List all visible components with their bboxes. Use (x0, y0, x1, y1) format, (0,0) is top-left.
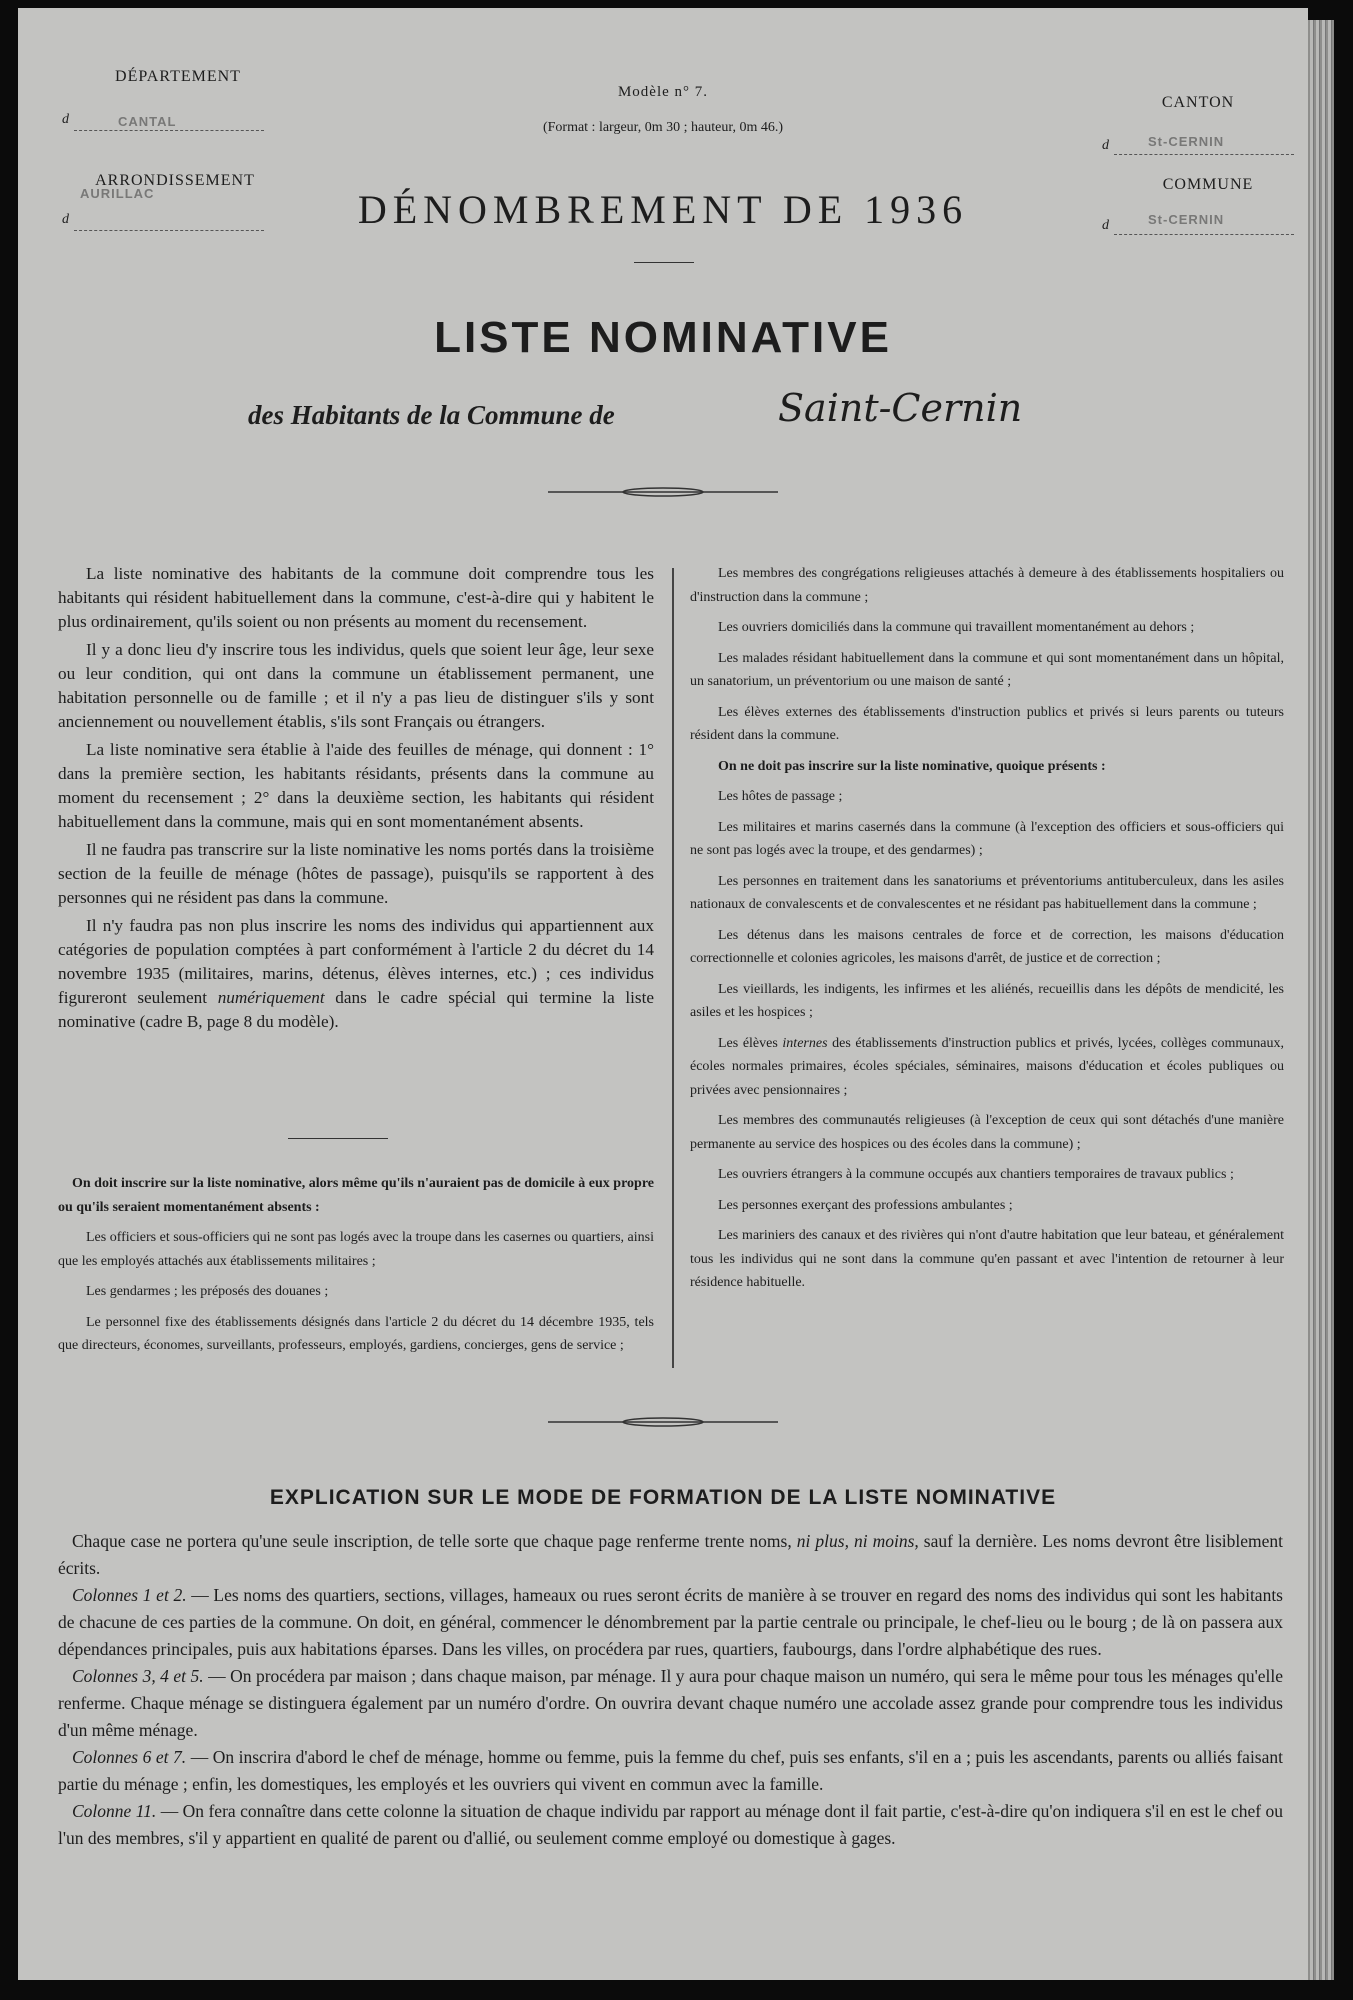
not-item-4: Les détenus dans les maisons centrales de force et de correction, les maisons d'éducation correctionnelle et colonies agricoles, les maisons d'arrêt, de justice et de correction ; (690, 927, 1284, 966)
col12-text: — Les noms des quartiers, sections, villages, hameaux ou rues seront écrits de manière à se trouver en regard des noms des individus qui sont les habitants de chacune de ces parties de la commune. On doit, en général, commencer le dénombrement par la partie centrale ou principale, le chef-lieu ou le bourg ; de là on passera aux dépendances principales, puis aux habitations éparses. Dans les villes, on procédera par rues, quartiers, faubourgs, dans l'ordre alphabétique des rues. (58, 1585, 1283, 1659)
col11-label: Colonne 11. (72, 1801, 157, 1821)
inscrire-item-3: Le personnel fixe des établissements désignés dans l'article 2 du décret du 14 décembre 1935, tels que directeurs, économes, surveillants, professeurs, employés, gardiens, concierges, gens de service ; (58, 1314, 654, 1353)
ornament-rule-bottom (548, 1416, 778, 1428)
not-item-2: Les militaires et marins casernés dans la commune (à l'exception des officiers et sous-officiers qui ne sont pas logés avec la troupe, et des gendarmes) ; (690, 819, 1284, 858)
col67-text: — On inscrira d'abord le chef de ménage, homme ou femme, puis la femme du chef, puis ses enfants, s'il en a ; puis les ascendants, parents ou alliés faisant partie du ménage ; enfin, les domestiques, les employés et les ouvriers qui vivent en commun avec la famille. (58, 1747, 1283, 1794)
commune-line-label: des Habitants de la Commune de (248, 400, 615, 430)
right-item-3: Les malades résidant habituellement dans la commune et qui sont momentanément dans un hôpital, un sanatorium, un préventorium ou une maison de santé ; (690, 650, 1284, 689)
column-divider (672, 568, 674, 1368)
left-column-rule (288, 1138, 388, 1139)
canton-stamp: St-CERNIN (1148, 134, 1225, 149)
explication-body (58, 1528, 1283, 1852)
departement-label: DÉPARTEMENT (115, 68, 241, 85)
commune-d: d (1102, 218, 1109, 233)
explication-p1-em: ni plus, ni moins, (796, 1531, 919, 1551)
canton-label: CANTON (1161, 94, 1235, 111)
arrondissement-d: d (62, 212, 69, 227)
right-column (690, 562, 1284, 1302)
arrondissement-stamp: AURILLAC (80, 186, 155, 201)
explication-col12 (58, 1582, 1283, 1663)
explication-col345 (58, 1663, 1283, 1744)
page-title: DÉNOMBREMENT DE 1936 (357, 187, 969, 232)
left-paragraph-5-a: Il n'y faudra pas non plus inscrire les noms des individus qui appartiennent aux catégories de population comptées à part conformément à l'article 2 du décret du 14 novembre 1935 (militaires, marins, détenus, élèves internes, etc.) ; ces individus figureront seulement (58, 916, 654, 1007)
not-item-10: Les mariniers des canaux et des rivières qui n'ont d'autre habitation que leur bateau, et généralement tous les individus qui ne sont dans la commune qu'en passant et avec l'intention de retourner à leur résidence habituelle. (690, 1228, 1284, 1290)
col11-text: — On fera connaître dans cette colonne la situation de chaque individu par rapport au ménage dont il fait partie, c'est-à-dire qu'on indiquera s'il en est le chef ou l'un des membres, s'il y appartient en qualité de parent ou d'allié, ou seulement comme employé ou domestique à gages. (58, 1801, 1283, 1848)
col345-text: — On procédera par maison ; dans chaque maison, par ménage. Il y aura pour chaque maison un numéro, qui sera le même pour tous les ménages qu'elle renferme. Chaque ménage se distinguera également par un numéro d'ordre. On ouvrira devant chaque numéro une accolade assez grande pour comprendre tous les individus d'un même ménage. (58, 1666, 1283, 1740)
page-edge (1308, 20, 1334, 1980)
eleves-b: des établissements d'instruction publics et privés, lycées, collèges communaux, écoles normales primaires, écoles spéciales, séminaires, maisons d'éducation et écoles publiques ou privées avec pensionnaires ; (690, 1035, 1285, 1098)
col345-label: Colonnes 3, 4 et 5. (72, 1666, 204, 1686)
not-item-8: Les ouvriers étrangers à la commune occupés aux chantiers temporaires de travaux publics ; (718, 1167, 1234, 1182)
not-item-3: Les personnes en traitement dans les sanatoriums et préventoriums antituberculeux, dans les asiles nationaux de convalescents et de convalescentes et ne résidant pas habituellement dans la commune ; (690, 873, 1284, 912)
title-rule (634, 262, 694, 263)
ornament-rule-top (548, 486, 778, 498)
format-note: (Format : largeur, 0m 30 ; hauteur, 0m 46.) (542, 120, 784, 135)
inscrire-item-2: Les gendarmes ; les préposés des douanes ; (86, 1284, 329, 1299)
left-paragraph-3: La liste nominative sera établie à l'aide des feuilles de ménage, qui donnent : 1° dans la première section, les habitants résidants, présents dans la commune au moment du recensement ; 2° dans la deuxième section, les habitants qui résident habituellement dans la commune, mais qui en sont momentanément absents. (58, 740, 654, 831)
left-paragraph-5-em: numériquement (217, 988, 325, 1007)
left-paragraph-5-b: dans le cadre spécial qui termine la liste nominative (cadre B, page 8 du modèle). (58, 988, 655, 1031)
left-paragraph-1: La liste nominative des habitants de la commune doit comprendre tous les habitants qui résident habituellement dans la commune, c'est-à-dire qui y habitent le plus ordinairement, qu'ils soient ou non présents au moment du recensement. (58, 564, 654, 631)
census-form-page (18, 8, 1308, 1980)
right-item-2: Les ouvriers domiciliés dans la commune qui travaillent momentanément au dehors ; (718, 620, 1195, 635)
left-paragraph-4: Il ne faudra pas transcrire sur la liste nominative les noms portés dans la troisième section de la feuille de ménage (hôtes de passage), puisqu'ils se rapportent à des personnes qui ne résident pas dans la commune. (58, 840, 654, 907)
explication-title: EXPLICATION SUR LE MODE DE FORMATION DE LA LISTE NOMINATIVE (269, 1486, 1057, 1509)
eleves-em: internes (782, 1035, 828, 1051)
not-item-5: Les vieillards, les indigents, les infirmes et les aliénés, recueillis dans les dépôts de mendicité, les asiles et les hospices ; (690, 981, 1284, 1020)
departement-stamp: CANTAL (118, 114, 177, 129)
inscrire-item-1: Les officiers et sous-officiers qui ne sont pas logés avec la troupe dans les casernes ou quartiers, ainsi que les employés attachés aux établissements militaires ; (58, 1230, 654, 1269)
inscrire-heading: On doit inscrire sur la liste nominative, alors même qu'ils n'auraient pas de domicile à eux propre ou qu'ils seraient momentanément absents : (58, 1176, 654, 1215)
commune-stamp: St-CERNIN (1148, 212, 1225, 227)
right-item-4: Les élèves externes des établissements d'instruction publics et privés si leurs parents ou tuteurs résident dans la commune. (690, 704, 1284, 743)
modele-number: Modèle n° 7. (617, 84, 709, 100)
not-item-eleves (690, 1032, 1284, 1103)
right-item-1: Les membres des congrégations religieuses attachés à demeure à des établissements hospitaliers ou d'instruction dans la commune ; (690, 566, 1284, 605)
explication-p1-b: sauf la dernière. Les noms devront être lisiblement écrits. (58, 1531, 1283, 1578)
subtitle: LISTE NOMINATIVE (434, 313, 892, 362)
inscrire-block (58, 1172, 654, 1365)
eleves-a: Les élèves (718, 1035, 778, 1051)
explication-col67 (58, 1744, 1283, 1798)
not-inscrire-heading: On ne doit pas inscrire sur la liste nominative, quoique présents : (718, 758, 1106, 774)
left-paragraph-2: Il y a donc lieu d'y inscrire tous les individus, quels que soient leur âge, leur sexe ou leur condition, qui ont dans la commune un établissement permanent, une habitation personnelle ou de famille ; et il n'y a pas lieu de distinguer s'ils y sont anciennement ou nouvellement établis, s'ils sont Français ou étrangers. (58, 640, 654, 731)
departement-d: d (62, 112, 69, 127)
col12-label: Colonnes 1 et 2. (72, 1585, 187, 1605)
commune-handwritten: Saint-Cernin (778, 386, 1023, 430)
col67-label: Colonnes 6 et 7. (72, 1747, 187, 1767)
not-item-1: Les hôtes de passage ; (718, 789, 843, 804)
left-paragraph-5 (58, 914, 654, 1034)
explication-p1-a: Chaque case ne portera qu'une seule inscription, de telle sorte que chaque page renferme trente noms, (72, 1531, 792, 1551)
not-item-9: Les personnes exerçant des professions ambulantes ; (718, 1197, 1013, 1213)
not-item-7: Les membres des communautés religieuses (à l'exception de ceux qui sont détachés d'une manière permanente au service des hospices ou des écoles dans la commune) ; (690, 1113, 1284, 1152)
explication-p1 (58, 1528, 1283, 1582)
commune-label: COMMUNE (1162, 176, 1254, 193)
canton-d: d (1102, 138, 1109, 153)
left-column (58, 562, 654, 1038)
explication-col11 (58, 1798, 1283, 1852)
arrondissement-label: ARRONDISSEMENT (95, 172, 255, 189)
